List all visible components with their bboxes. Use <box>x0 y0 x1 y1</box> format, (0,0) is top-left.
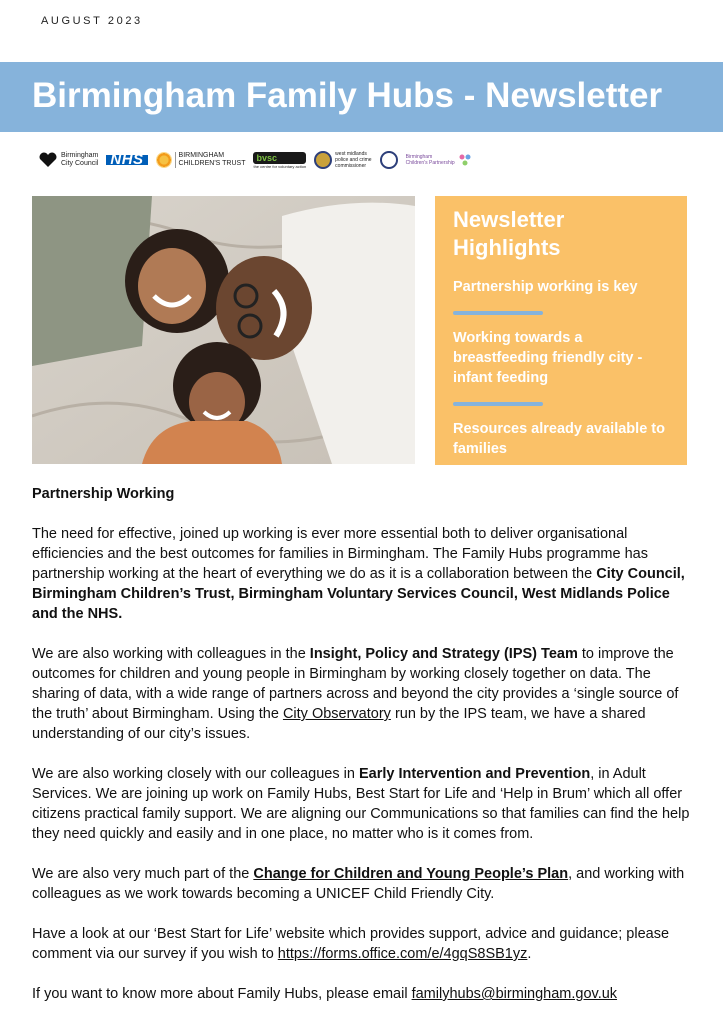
email-link[interactable]: familyhubs@birmingham.gov.uk <box>411 986 618 1002</box>
nhs-logo <box>106 151 147 168</box>
bcp-line2: Children's Partnership <box>405 160 455 166</box>
bcp-line1: Birmingham <box>405 154 433 160</box>
paragraph-ips <box>32 644 697 744</box>
city-observatory-link[interactable]: City Observatory <box>282 706 391 722</box>
heart-icon <box>38 152 58 168</box>
family-photo <box>32 196 415 464</box>
highlight-divider <box>453 402 543 406</box>
p4-text-a: We are also very much part of the <box>32 866 254 882</box>
article-heading: Partnership Working <box>32 486 175 502</box>
p3-text-b: , in Adult Services. We are joining up work on Family Hubs, Best Start for Life and ‘Help in Brum’ which all offer citizens practical family support. We are aligning our Communications so that families can find the help they need quickly and easily and in one place, no matter who is it comes from. <box>32 766 690 842</box>
p5-text-a: Have a look at our ‘Best Start for Life’ website which provides support, advice and guidance; please comment via our survey if you wish to <box>32 926 670 962</box>
title-banner <box>0 62 723 132</box>
family-illustration <box>32 196 415 464</box>
paragraph-contact <box>32 984 697 1004</box>
bct-line2: CHILDREN'S TRUST <box>178 160 246 167</box>
paragraph-change-plan <box>32 864 697 904</box>
highlight-item-1: Partnership working is key <box>453 279 638 295</box>
bvsc-logo <box>253 152 306 169</box>
bcc-line1: Birmingham <box>61 152 99 159</box>
bvsc-label: bvsc <box>253 152 306 164</box>
p3-eip: Early Intervention and Prevention <box>358 766 591 782</box>
nhs-label: NHS <box>106 155 147 165</box>
p2-text-b: to improve the outcomes for children and young people in Birmingham by working closely together on data. The sharing of data, with a wide range of partners across and beyond the city provides a ‘single source of the truth’ about Birmingham. Using the <box>32 646 679 722</box>
police-crest-icon <box>380 151 398 169</box>
p3-text-a: We are also working closely with our colleagues in <box>32 766 359 782</box>
p2-text-c: run by the IPS team, we have a shared understanding of our city’s issues. <box>32 706 646 742</box>
bcc-line2: City Council <box>61 160 99 167</box>
sun-icon <box>156 152 172 168</box>
partner-logos <box>38 146 458 174</box>
birmingham-childrens-partnership-logo <box>406 153 472 167</box>
birmingham-childrens-trust-logo <box>156 152 246 168</box>
paragraph-partnership <box>32 524 697 624</box>
wm-line2: police and crime <box>335 157 372 163</box>
newsletter-date: AUGUST 2023 <box>41 15 143 27</box>
birmingham-city-council-logo <box>38 152 98 168</box>
crest-icon <box>314 151 332 169</box>
police-crest-logo <box>380 151 398 169</box>
people-icon <box>458 153 472 167</box>
wm-line3: commissioner <box>335 163 367 169</box>
p1-text: The need for effective, joined up working is ever more essential both to deliver organisational efficiencies and the best outcomes for families in Birmingham. The Family Hubs programme has partnership working at the heart of everything we do as it is a collaboration between the <box>32 526 648 582</box>
article-body <box>32 484 697 1024</box>
change-plan-link[interactable]: Change for Children and Young People’s Plan <box>253 866 569 882</box>
newsletter-title: Birmingham Family Hubs - Newsletter <box>32 76 663 115</box>
west-midlands-pcc-logo <box>314 151 371 169</box>
survey-link[interactable]: https://forms.office.com/e/4gqS8SB1yz <box>277 946 528 962</box>
p6-text-a: If you want to know more about Family Hubs, please email <box>32 986 412 1002</box>
highlights-panel <box>435 196 687 465</box>
highlight-item-2: Working towards a breastfeeding friendly city - infant feeding <box>453 330 643 386</box>
wm-line1: west midlands <box>335 151 367 157</box>
p4-text-b: , and working with colleagues as we work towards becoming a UNICEF Child Friendly City. <box>32 866 685 902</box>
highlight-item-3: Resources already available to families <box>453 421 665 457</box>
p2-text-a: We are also working with colleagues in the <box>32 646 310 662</box>
bct-line1: BIRMINGHAM <box>178 152 225 159</box>
highlight-divider <box>453 311 543 315</box>
paragraph-early-intervention <box>32 764 697 844</box>
p5-text-b: . <box>527 946 532 962</box>
p2-ips-team: Insight, Policy and Strategy (IPS) Team <box>309 646 578 662</box>
highlights-title: Newsletter Highlights <box>453 207 565 260</box>
paragraph-survey <box>32 924 697 964</box>
p1-partners: City Council, Birmingham Children’s Trust, Birmingham Voluntary Services Council, West Midlands Police and the NHS. <box>32 566 685 622</box>
bvsc-tagline: the centre for voluntary action <box>253 163 307 169</box>
